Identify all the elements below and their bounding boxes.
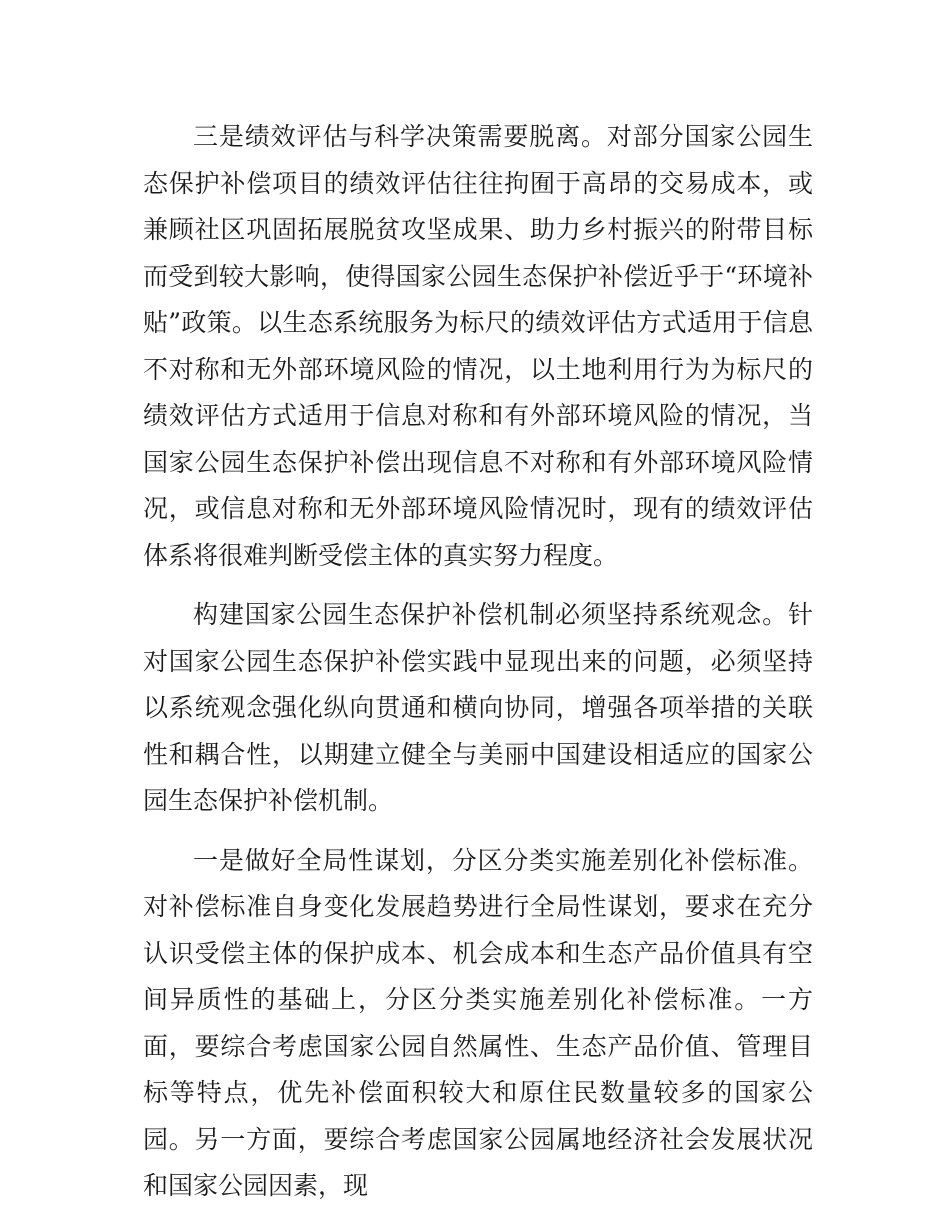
paragraph-overall-planning: 一是做好全局性谋划，分区分类实施差别化补偿标准。对补偿标准自身变化发展趋势进行全局性谋划，要求在充分认识受偿主体的保护成本、机会成本和生态产品价值具有空间异质性的基础上，分区分类实施差别化补偿标准。一方面，要综合考虑国家公园自然属性、生态产品价值、管理目标等特点，优先补偿面积较大和原住民数量较多的国家公园。另一方面，要综合考虑国家公园属地经济社会发展状况和国家公园因素，现 xyxy=(143,845,813,1200)
document-body xyxy=(143,114,813,1210)
paragraph-performance-evaluation: 三是绩效评估与科学决策需要脱离。对部分国家公园生态保护补偿项目的绩效评估往往拘囿于高昂的交易成本，或兼顾社区巩固拓展脱贫攻坚成果、助力乡村振兴的附带目标而受到较大影响，使得国家公园生态保护补偿近乎于“环境补贴”政策。以生态系统服务为标尺的绩效评估方式适用于信息不对称和无外部环境风险的情况，以土地利用行为为标尺的绩效评估方式适用于信息对称和有外部环境风险的情况，当国家公园生态保护补偿出现信息不对称和有外部环境风险情况，或信息对称和无外部环境风险情况时，现有的绩效评估体系将很难判断受偿主体的真实努力程度。 xyxy=(143,122,813,570)
paragraph-system-concept: 构建国家公园生态保护补偿机制必须坚持系统观念。针对国家公园生态保护补偿实践中显现出来的问题，必须坚持以系统观念强化纵向贯通和横向协同，增强各项举措的关联性和耦合性，以期建立健全与美丽中国建设相适应的国家公园生态保护补偿机制。 xyxy=(143,600,813,815)
